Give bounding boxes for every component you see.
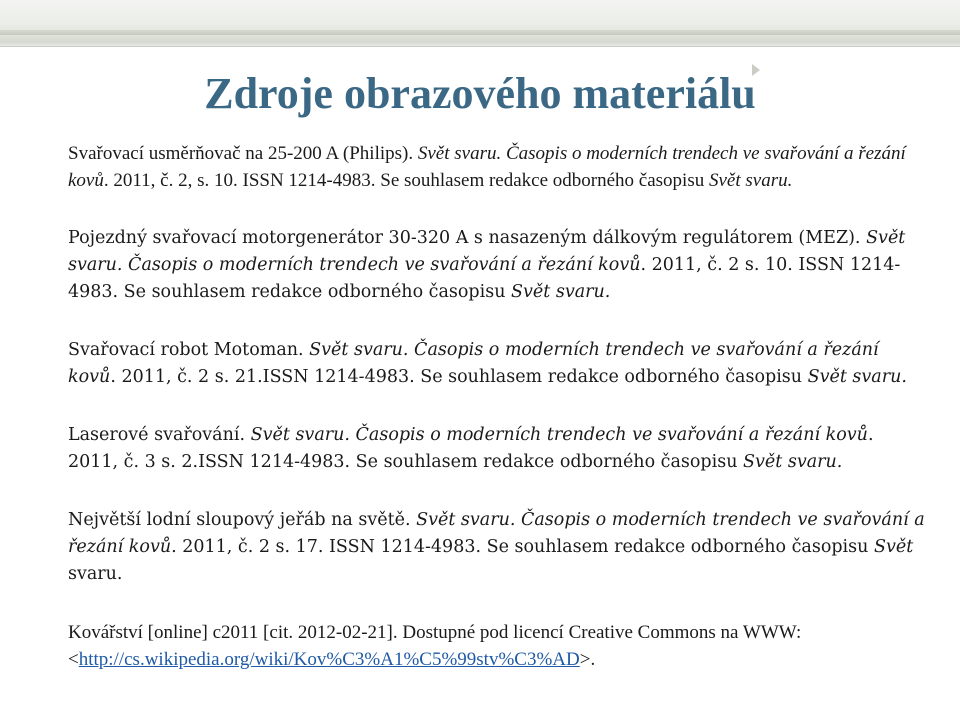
entry-journal: Svět svaru. Časopis o moderních trendech ve svařování a řezání kovů (250, 425, 868, 445)
source-entry-4 (68, 422, 928, 476)
entry-journal: Svět svaru. Časopis o moderních trendech ve svařování a řezání kovů (68, 143, 906, 191)
entry-journal: Svět svaru. Časopis o moderních trendech ve svařování a řezání kovů (68, 228, 906, 275)
entry-text: . 2011, č. 2 s. 17. ISSN 1214-4983. Se souhlasem redakce odborného časopisu (171, 537, 874, 557)
source-entry-1 (68, 140, 928, 194)
entry-text: svaru. (68, 564, 123, 584)
header-stripe (0, 30, 960, 35)
entry-journal: Svět svaru. (511, 282, 611, 302)
entry-journal: Svět svaru. (743, 452, 843, 472)
wikipedia-link[interactable]: http://cs.wikipedia.org/wiki/Kov%C3%A1%C5%99stv%C3%AD (78, 649, 580, 670)
entry-journal: Svět svaru. (708, 170, 793, 191)
entry-text: >. (579, 649, 596, 670)
source-entry-3 (68, 337, 928, 391)
entry-text: Největší lodní sloupový jeřáb na světě. (68, 510, 417, 530)
sources-list (68, 140, 928, 704)
entry-text: . 2011, č. 2, s. 10. ISSN 1214-4983. Se souhlasem redakce odborného časopisu (103, 170, 709, 191)
source-entry-6 (68, 619, 928, 673)
entry-text: Kovářství [online] c2011 [cit. 2012-02-21]. Dostupné pod licencí Creative Commons na WWW: < (68, 622, 802, 670)
source-entry-5 (68, 507, 928, 588)
entry-journal: Svět (873, 537, 914, 557)
entry-text: Laserové svařování. (68, 425, 251, 445)
entry-text: . 2011, č. 3 s. 2.ISSN 1214-4983. Se souhlasem redakce odborného časopisu (68, 425, 874, 472)
source-entry-2 (68, 225, 928, 306)
header-band (0, 0, 960, 47)
entry-journal: Svět svaru. Časopis o moderních trendech ve svařování a řezání kovů (68, 510, 925, 557)
entry-text: . 2011, č. 2 s. 21.ISSN 1214-4983. Se souhlasem redakce odborného časopisu (110, 367, 808, 387)
entry-text: Svařovací robot Motoman. (68, 340, 310, 360)
entry-text: Svařovací usměrňovač na 25-200 A (Philips). (68, 143, 418, 164)
entry-text: . 2011, č. 2 s. 10. ISSN 1214-4983. Se souhlasem redakce odborného časopisu (68, 255, 901, 302)
entry-text: Pojezdný svařovací motorgenerátor 30-320 A s nasazeným dálkovým regulátorem (MEZ). (68, 228, 867, 248)
entry-journal: Svět svaru. (807, 367, 907, 387)
slide-title: Zdroje obrazového materiálu (204, 69, 756, 118)
entry-journal: Svět svaru. Časopis o moderních trendech ve svařování a řezání kovů (68, 340, 879, 387)
